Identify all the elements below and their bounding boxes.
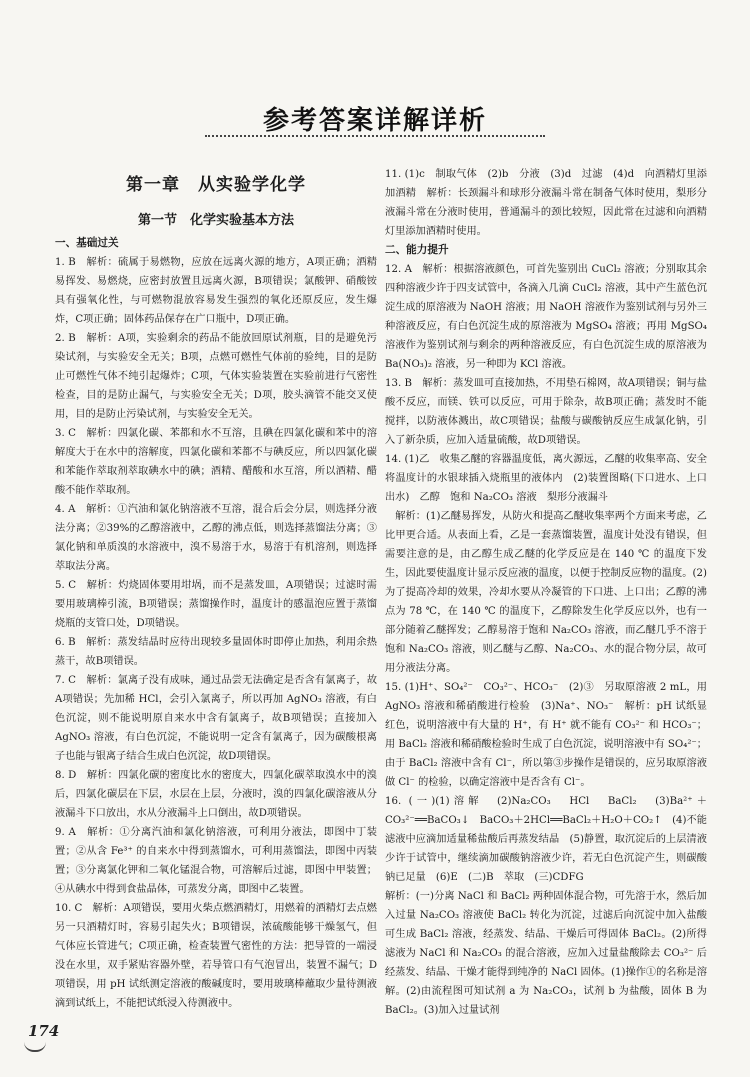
page-title: 参考答案详解详析 — [262, 106, 487, 136]
section-title: 第一节 化学实验基本方法 — [137, 213, 294, 228]
answer-item: 16. (一)(1)溶解 (2)Na₂CO₃ HCl BaCl₂ (3)Ba²⁺＋CO₃²⁻══BaCO₃↓ BaCO₃＋2HCl══BaCl₂＋H₂O＋CO₂↑ (4)不能 滤液中应滴加适量稀盐酸后再蒸发结晶 (5)静置，取沉淀后的上层清液少许于试管中，继续滴加碳酸钠溶液少许，若无白色沉淀产生，则碳酸钠已足量 (6)E (二)B 萃取 (三)CDFG — [385, 796, 718, 883]
right-column — [385, 165, 718, 1020]
answer-item: 8. D 解析：四氯化碳的密度比水的密度大，四氯化碳萃取溴水中的溴后，四氯化碳层在下层，水层在上层，分液时，溴的四氯化碳溶液从分液漏斗下口放出，水从分液漏斗上口倒出，故D项错误。 — [55, 770, 377, 819]
section-heading-basic: 一、基础过关 — [55, 237, 119, 249]
page-number: 174 — [28, 1022, 60, 1040]
answer-item: 9. A 解析：①分离汽油和氯化钠溶液，可利用分液法，即图中丁装置；②从含 Fe³⁺ 的自来水中得到蒸馏水，可利用蒸馏法，即图中丙装置；③分离氯化钾和二氧化锰混合物，可溶解后过滤，即图中甲装置；④从碘水中得到食盐晶体，可蒸发分离，即图中乙装置。 — [55, 827, 377, 895]
right-top-items — [385, 165, 707, 241]
answer-item: 1. B 解析：硫属于易燃物，应放在远离火源的地方，A项正确；酒精易挥发、易燃烧，应密封放置且远离火源，B项错误；氯酸钾、硝酸铵具有强氧化性，与可燃物混放容易发生强烈的氧化还原反应，发生爆炸，C项正确；固体药品保存在广口瓶中，D项正确。 — [55, 257, 377, 325]
answer-item: 4. A 解析：①汽油和氯化钠溶液不互溶，混合后会分层，则选择分液法分离；②39%的乙醇溶液中，乙醇的沸点低，则选择蒸馏法分离；③氯化钠和单质溴的水溶液中，溴不易溶于水，易溶于有机溶剂，则选择萃取法分离。 — [55, 504, 377, 572]
answer-item: 3. C 解析：四氯化碳、苯都和水不互溶，且碘在四氯化碳和苯中的溶解度大于在水中的溶解度，四氯化碳和苯都不与碘反应，所以四氯化碳和苯能作萃取剂萃取碘水中的碘；酒精、醋酸和水互溶，所以酒精、醋酸不能作萃取剂。 — [55, 428, 377, 496]
answer-item: 11. (1)c 制取气体 (2)b 分液 (3)d 过滤 (4)d 向酒精灯里添加酒精 解析：长颈漏斗和球形分液漏斗常在制备气体时使用，梨形分液漏斗常在分液时使用，普通漏斗的颈比较短，因此常在过滤和向酒精灯里添加酒精时使用。 — [385, 169, 707, 237]
answer-item: 解析：(一)分离 NaCl 和 BaCl₂ 两种固体混合物，可先溶于水，然后加入过量 Na₂CO₃ 溶液使 BaCl₂ 转化为沉淀，过滤后向沉淀中加入盐酸可生成 BaCl₂ 溶液，经蒸发、结晶、干燥后可得固体 BaCl₂。(2)所得滤液为 NaCl 和 Na₂CO₃ 的混合溶液，应加入过量盐酸除去 CO₃²⁻ 后经蒸发、结晶、干燥才能得到纯净的 NaCl 固体。(1)操作①的名称是溶解。(2)由流程图可知试剂 a 为 Na₂CO₃，试剂 b 为盐酸，固体 B 为 BaCl₂。(3)加入过量试剂 — [385, 891, 708, 1016]
page-ornament — [24, 1040, 46, 1052]
answer-item: 10. C 解析：A项错误，要用火柴点燃酒精灯，用燃着的酒精灯去点燃另一只酒精灯时，容易引起失火；B项错误，浓硫酸能够干燥氢气，但气体应长管进气；C项正确，检查装置气密性的方法：把导管的一端浸没在水里，双手紧贴容器外壁，若导管口有气泡冒出，装置不漏气；D项错误，用 pH 试纸测定溶液的酸碱度时，要用玻璃棒蘸取少量待测液滴到试纸上，不能把试纸浸入待测液中。 — [55, 903, 377, 1009]
left-column — [55, 172, 377, 1013]
answer-item: 5. C 解析：灼烧固体要用坩埚，而不是蒸发皿，A项错误；过滤时需要用玻璃棒引流，B项错误；蒸馏操作时，温度计的感温泡应置于蒸馏烧瓶的支管口处，D项错误。 — [55, 580, 377, 629]
right-items — [385, 260, 718, 1020]
section-heading-advanced: 二、能力提升 — [385, 244, 449, 256]
answer-item: 7. C 解析：氯离子没有成味，通过品尝无法确定是否含有氯离子，故A项错误；先加稀 HCl，会引入氯离子，所以再加 AgNO₃ 溶液，有白色沉淀，则不能说明原自来水中含有氯离子，故B项错误；直接加入 AgNO₃ 溶液，有白色沉淀，不能说明一定含有氯离子，因为碳酸根离子也能与银离子结合生成白色沉淀，故D项错误。 — [55, 675, 377, 762]
title-underline — [205, 135, 545, 137]
answer-item: 15. (1)H⁺、SO₄²⁻ CO₃²⁻、HCO₃⁻ (2)③ 另取原溶液 2 mL，用 AgNO₃ 溶液和稀硝酸进行检验 (3)Na⁺、NO₃⁻ 解析：pH 试纸显红色，说明溶液中有大量的 H⁺，有 H⁺ 就不能有 CO₃²⁻ 和 HCO₃⁻；用 BaCl₂ 溶液和稀硝酸检验时生成了白色沉淀，说明溶液中有 SO₄²⁻；由于 BaCl₂ 溶液中含有 Cl⁻，所以第③步操作是错误的，应另取原溶液做 Cl⁻ 的检验，以确定溶液中是否含有 Cl⁻。 — [385, 682, 707, 788]
answer-item: 13. B 解析：蒸发皿可直接加热，不用垫石棉网，故A项错误；铜与盐酸不反应，而镁、铁可以反应，可用于除杂，故B项正确；蒸发时不能搅拌，以防液体溅出，故C项错误；盐酸与碳酸钠反应生成氯化钠，引入了新杂质，应加入适量硫酸，故D项错误。 — [385, 378, 707, 446]
answer-item: 12. A 解析：根据溶液颜色，可首先鉴别出 CuCl₂ 溶液；分别取其余四种溶液少许于四支试管中，各滴入几滴 CuCl₂ 溶液，其中产生蓝色沉淀生成的原溶液为 NaOH 溶液；用 NaOH 溶液作为鉴别试剂与另外三种溶液反应，有白色沉淀生成的原溶液为 MgSO₄ 溶液；再用 MgSO₄ 溶液作为鉴别试剂与剩余的两种溶液反应，有白色沉淀生成的原溶液为 Ba(NO₃)₂ 溶液，另一种即为 KCl 溶液。 — [385, 264, 707, 370]
chapter-title: 第一章 从实验学化学 — [126, 175, 306, 195]
answer-item: 2. B 解析：A项，实验剩余的药品不能放回原试剂瓶，目的是避免污染试剂，与实验安全无关；B项，点燃可燃性气体前的验纯，目的是防止可燃性气体不纯引起爆炸；C项，气体实验装置在实验前进行气密性检查，目的是防止漏气，与实验安全无关；D项，胶头滴管不能交叉使用，目的是防止污染试剂，与实验安全无关。 — [55, 333, 377, 420]
answer-item: 14. (1)乙 收集乙醚的容器温度低，离火源远，乙醚的收集率高、安全 将温度计的水银球插入烧瓶里的液体内 (2)装置图略(下口进水、上口出水) 乙醇 饱和 Na₂CO₃ 溶液 梨形分液漏斗 — [385, 454, 718, 503]
answer-item: 解析：(1)乙醚易挥发，从防火和提高乙醚收集率两个方面来考虑，乙比甲更合适。从表面上看，乙是一套蒸馏装置，温度计处没有错误，但需要注意的是，由乙醇生成乙醚的化学反应是在 140 ℃ 的温度下发生，因此要使温度计显示反应液的温度，以便于控制反应物的温度。(2)为了提高冷却的效果，冷却水要从冷凝管的下口进、上口出；乙醇的沸点为 78 ℃，在 140 ℃ 的温度下，乙醇除发生化学反应以外，也有一部分随着乙醚挥发；乙醇易溶于饱和 Na₂CO₃ 溶液，而乙醚几乎不溶于饱和 Na₂CO₃ 溶液，则乙醚与乙醇、Na₂CO₃、水的混合物分层，故可用分液法分离。 — [385, 511, 707, 674]
answer-item: 6. B 解析：蒸发结晶时应待出现较多量固体时即停止加热，利用余热蒸干，故B项错误。 — [55, 637, 377, 667]
